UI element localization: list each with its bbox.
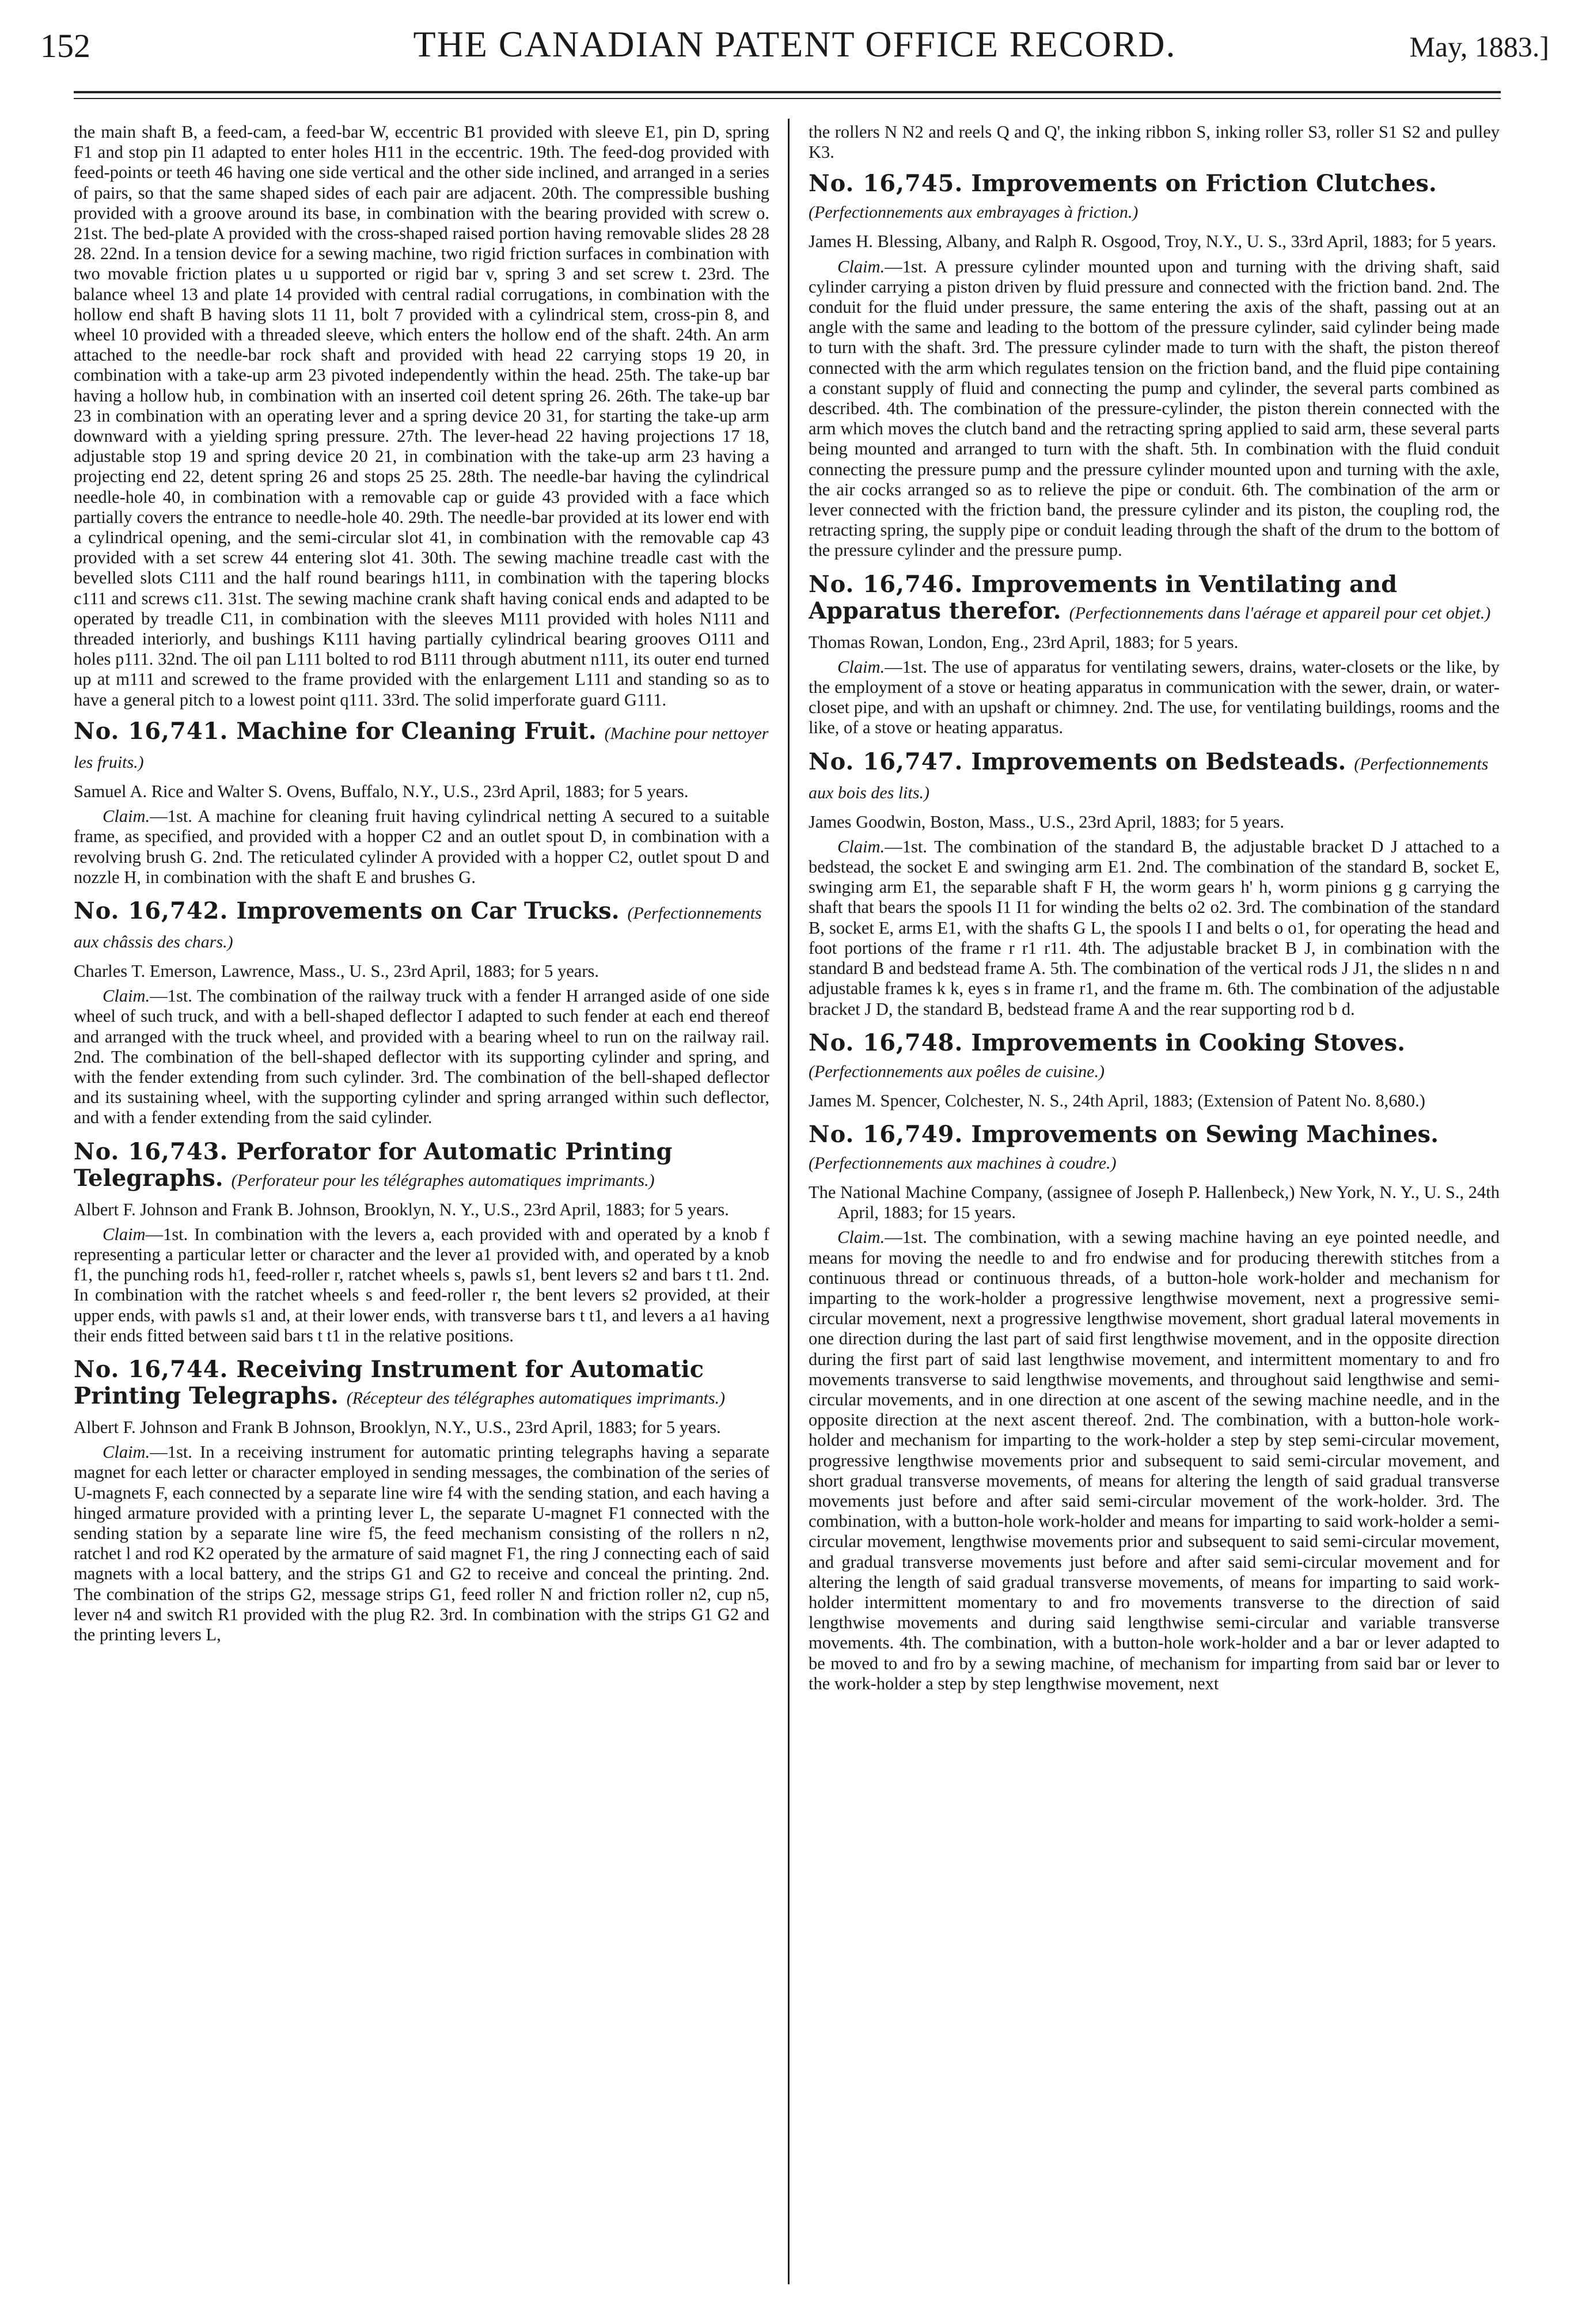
claim-body: —1st. A machine for cleaning fruit having cylindrical netting A secured to a suitable frame, as specified, and provided with a hopper C2 and an outlet spout D, in combination with a revolving brush G. 2nd. The reticulated cylinder A provided with a hopper C2, outlet spout D and nozzle H, in combination with the shaft E and brushes G. xyxy=(74,806,769,887)
claim-label: Claim. xyxy=(837,836,885,856)
french-title: (Machine pour nettoyer les fruits.) xyxy=(74,723,769,772)
patent-entry xyxy=(809,749,1500,1019)
header-rule-thick xyxy=(74,91,1501,93)
publication-title: THE CANADIAN PATENT OFFICE RECORD. xyxy=(413,24,1177,65)
french-title: (Perfectionnements aux poêles de cuisine.) xyxy=(809,1061,1105,1081)
patent-entry xyxy=(809,571,1500,738)
french-title: (Perfectionnements aux embrayages à friction.) xyxy=(809,203,1139,222)
patent-number: No. 16,747. xyxy=(809,748,963,775)
claim-label: Claim. xyxy=(837,1227,885,1248)
french-title: (Perfectionnements dans l'aérage et appareil pour cet objet.) xyxy=(1069,603,1491,623)
page-number: 152 xyxy=(40,27,90,65)
french-title: (Perfectionnements aux châssis des chars.) xyxy=(74,903,762,951)
claim-body: —1st. The combination of the standard B, the adjustable bracket D J attached to a bedstead, the socket E and swinging arm E1. 2nd. The combination of the standard B, socket E, swinging arm E1, the separable shaft F H, the worm gears h' h, worm pinions g g carrying the shaft that bears the spools I1 I1 for winding the belts o2 o2. 3rd. The combination of the standard B, socket E, arms E1, with the shafts G L, the spools I I and belts o o1, for operating the head and foot portions of the frame r r1 r11. 4th. The adjustable bracket B J, in combination with the standard B and bedstead frame A. 5th. The combination of the vertical rods J J1, the slides n n and adjustable frames k k, eyes s in frame r1, and the frame m. 6th. The combination of the adjustable bracket J D, the standard B, bedstead frame A and the rear supporting rod b d. xyxy=(809,836,1500,1019)
claim-text xyxy=(74,806,769,888)
claim-label: Claim xyxy=(103,1224,146,1244)
inventor-line: Samuel A. Rice and Walter S. Ovens, Buffalo, N.Y., U.S., 23rd April, 1883; for 5 years. xyxy=(74,781,689,801)
patent-number: No. 16,746. xyxy=(809,570,963,598)
claim-text xyxy=(809,657,1500,738)
patent-entry xyxy=(74,1139,769,1346)
inventor-line: Albert F. Johnson and Frank B Johnson, Brooklyn, N.Y., U.S., 23rd April, 1883; for 5 years. xyxy=(74,1417,721,1437)
patent-entry xyxy=(74,1356,769,1645)
patent-title: Receiving Instrument for Automatic Printing Telegraphs. xyxy=(74,1355,704,1409)
patent-title: Improvements in Ventilating and Apparatus therefor. xyxy=(809,570,1398,624)
patent-heading xyxy=(74,1139,769,1194)
claim-text xyxy=(74,1442,769,1645)
claim-label: Claim. xyxy=(837,657,885,677)
patent-title: Improvements on Bedsteads. xyxy=(971,748,1346,775)
french-title: (Perfectionnements aux machines à coudre.) xyxy=(809,1153,1117,1173)
claim-text xyxy=(74,1224,769,1346)
patent-heading xyxy=(74,898,769,956)
inventor-line: The National Machine Company, (assignee of Joseph P. Hallenbeck,) New York, N. Y., U. S., 24th April, 1883; for 15 years. xyxy=(809,1182,1500,1223)
patent-entry xyxy=(74,718,769,888)
claim-body: —1st. In combination with the levers a, each provided with and operated by a knob f representing a particular letter or character and the lever a1 provided with, and operated by a knob f1, the punching rods h1, feed-roller r, ratchet wheels s, pawls s1, bent levers s2 and bars t t1. 2nd. In combination with the ratchet wheels s and feed-roller r, the bent levers s2 provided, at their upper ends, with pawls s1 and, at their lower ends, with transverse bars t t1, and levers a a1 having their ends fitted between said bars t t1 in the relative positions. xyxy=(74,1224,769,1345)
french-title: (Récepteur des télégraphes automatiques imprimants.) xyxy=(346,1388,726,1408)
patent-title: Improvements on Sewing Machines. xyxy=(971,1120,1439,1148)
inventor-line: Charles T. Emerson, Lawrence, Mass., U. S., 23rd April, 1883; for 5 years. xyxy=(74,961,599,981)
left-column xyxy=(74,122,769,2285)
issue-date: May, 1883.] xyxy=(1409,31,1549,63)
patent-number: No. 16,749. xyxy=(809,1120,963,1148)
claim-label: Claim. xyxy=(103,806,150,827)
patent-title: Improvements on Car Trucks. xyxy=(236,897,620,924)
patent-number: No. 16,745. xyxy=(809,170,963,198)
french-title: (Perforateur pour les télégraphes automatiques imprimants.) xyxy=(231,1170,655,1190)
patent-number: No. 16,741. xyxy=(74,717,229,745)
claim-body: —1st. A pressure cylinder mounted upon and turning with the driving shaft, said cylinder carrying a piston driven by fluid pressure and connected with the friction band. 2nd. The conduit for the fluid under pressure, the same entering the axis of the shaft, passing out at an angle with the same and leading to the bottom of the pressure cylinder, said cylinder being made to turn with the shaft. 3rd. The pressure cylinder made to turn with the shaft, the piston thereof connected with the arm which regulates tension on the friction band, and the fluid pipe containing a constant supply of fluid and connecting the pump and cylinder, the several parts combined as described. 4th. The combination of the pressure-cylinder, the piston therein connected with the arm which moves the clutch band and the retracting spring applied to said arm, these several parts being mounted and arranged to turn with the shaft. 5th. In combination with the fluid conduit connecting the pressure pump and the pressure cylinder mounted upon and turning with the axle, the air cocks arranged so as to relieve the pipe or conduit. 6th. The combination of the arm or lever connected with the friction band, the pressure cylinder and its piston, the coupling rod, the retracting spring, the supply pipe or conduit leading through the shaft of the drum to the bottom of the pressure cylinder and the pressure pump. xyxy=(809,256,1500,560)
patent-heading xyxy=(809,1030,1500,1085)
inventor-line: James H. Blessing, Albany, and Ralph R. Osgood, Troy, N.Y., U. S., 33rd April, 1883; for 5 years. xyxy=(809,232,1497,252)
patent-entry xyxy=(809,1121,1500,1694)
inventor-line: Thomas Rowan, London, Eng., 23rd April, 1883; for 5 years. xyxy=(809,632,1239,652)
claim-body: —1st. In a receiving instrument for automatic printing telegraphs having a separate magnet for each letter or character employed in sending messages, the combination of the series of U-magnets F, each connected by a separate line wire f4 with the sending station, and each having a hinged armature provided with a printing lever L, the separate U-magnet F1 connected with the sending station by a separate line wire f5, the feed mechanism consisting of the rollers n n2, ratchet l and rod K2 operated by the armature of said magnet F1, the ring J connecting each of said magnets with a local battery, and the strips G1 and G2 to receive and conceal the printing. 2nd. The combination of the strips G2, message strips G1, feed roller N and friction roller n2, cup n5, lever n4 and switch R1 provided with the plug R2. 3rd. In combination with the strips G1 G2 and the printing levers L, xyxy=(74,1442,769,1644)
column-divider xyxy=(788,119,790,2284)
claim-body: —1st. The combination of the railway truck with a fender H arranged aside of one side wheel of such truck, and with a bell-shaped deflector I adapted to such fender at each end thereof and arranged with the truck wheel, and provided with a bearing wheel to run on the railway rail. 2nd. The combination of the bell-shaped deflector with its supporting cylinder and spring, and with the fender extending from such cylinder. 3rd. The combination of the bell-shaped deflector and its sustaining wheel, with the supporting cylinder and spring arranged within such deflector, and with a fender extending from the said cylinder. xyxy=(74,986,769,1128)
claim-label: Claim. xyxy=(103,1442,150,1462)
claim-text xyxy=(74,986,769,1128)
patent-heading xyxy=(809,749,1500,806)
claim-body: —1st. The use of apparatus for ventilating sewers, drains, water-closets or the like, by the employment of a stove or heating apparatus in communication with the sewer, drain, or water-closet pipe, and with an upshaft or chimney. 2nd. The use, for ventilating buildings, rooms and the like, of a stove or heating apparatus. xyxy=(809,657,1500,738)
patent-title: Improvements on Friction Clutches. xyxy=(971,170,1437,198)
patent-title: Perforator for Automatic Printing Telegraphs. xyxy=(74,1138,673,1192)
patent-title: Machine for Cleaning Fruit. xyxy=(236,717,597,745)
claim-label: Claim. xyxy=(837,256,885,276)
inventor-line: Albert F. Johnson and Frank B. Johnson, Brooklyn, N. Y., U.S., 23rd April, 1883; for 5 years. xyxy=(74,1199,729,1219)
patent-entry xyxy=(809,170,1500,560)
claim-text xyxy=(809,1227,1500,1694)
claim-text xyxy=(809,837,1500,1019)
patent-number: No. 16,743. xyxy=(74,1138,229,1165)
inventor-line: James M. Spencer, Colchester, N. S., 24th April, 1883; (Extension of Patent No. 8,680.) xyxy=(809,1090,1425,1110)
patent-heading xyxy=(809,1121,1500,1177)
page-header xyxy=(40,23,1549,75)
claim-body: —1st. The combination, with a sewing machine having an eye pointed needle, and means for moving the needle to and fro endwise and for producing therewith stitches from a continuous thread or continuous threads, of a button-hole work-holder and mechanism for imparting to the work-holder a progressive lengthwise movement, next a progressive semi-circular movement, next a progressive lengthwise movement, short gradual lateral movements in one direction during the last part of said first lengthwise movement, and in the opposite direction during the first part of said last lengthwise movement, and intermittent momentary to and fro movements transverse to said lengthwise movements, and throughout said lengthwise and semi-circular movements, and in one direction at one ascent of the sewing machine needle, and in the opposite direction at the next ascent thereof. 2nd. The combination, with a button-hole work-holder and mechanism for imparting to the work-holder a step by step semi-circular movement, progressive lengthwise movements prior and subsequent to said semi-circular movement, and short gradual transverse movements, of means for altering the length of said gradual transverse movements just before and after said semi-circular movement of the work-holder. 3rd. The combination, with a button-hole work-holder and means for imparting to said work-holder a semi-circular movement, lengthwise movements prior and subsequent to said semi-circular movement, and gradual transverse movements just before and after said semi-circular movement and for altering the length of said gradual transverse movements, of means for imparting to said work-holder intermittent momentary to and fro movements transverse to the direction of said lengthwise movements and during said lengthwise semi-circular and variable transverse movements. 4th. The combination, with a button-hole work-holder and a bar or lever adapted to be moved to and fro by a sewing machine, of mechanism for imparting from said bar or lever to the work-holder a step by step lengthwise movement, next xyxy=(809,1227,1500,1693)
patent-entry xyxy=(809,1030,1500,1111)
right-column xyxy=(809,122,1500,2285)
patent-number: No. 16,744. xyxy=(74,1355,229,1383)
claim-label: Claim. xyxy=(103,986,150,1006)
patent-entry xyxy=(74,898,769,1128)
patent-heading xyxy=(74,718,769,776)
claim-text xyxy=(809,257,1500,561)
french-title: (Perfectionnements aux bois des lits.) xyxy=(809,754,1489,802)
patent-heading xyxy=(74,1356,769,1412)
patent-number: No. 16,748. xyxy=(809,1029,963,1056)
header-rule-thin xyxy=(74,98,1501,99)
continued-claim-text: the main shaft B, a feed-cam, a feed-bar W, eccentric B1 provided with sleeve E1, pin D, spring F1 and stop pin I1 adapted to enter holes H11 in the eccentric. 19th. The feed-dog provided with feed-points or teeth 46 having one side vertical and the other side inclined, and arranged in a series of pairs, so that the same shaped sides of each pair are adjacent. 20th. The compressible bushing provided with a groove around its base, in combination with the bearing provided with screw o. 21st. The bed-plate A provided with the cross-shaped raised portion having removable slides 28 28 28. 22nd. In a tension device for a sewing machine, two rigid friction surfaces in combination with two movable friction plates u u supported or rigid bar v, spring 3 and set screw t. 23rd. The balance wheel 13 and plate 14 provided with central radial corrugations, in combination with the hollow end shaft B having slots 11 11, bolt 7 provided with a cylindrical stem, cross-pin 8, and wheel 10 provided with a threaded sleeve, which enters the hollow end of the shaft. 24th. An arm attached to the needle-bar rock shaft and provided with head 22 carrying stops 19 20, in combination with a take-up arm 23 pivoted independently within the head. 25th. The take-up bar having a hollow hub, in combination with an inserted coil detent spring 26. 26th. The take-up bar 23 in combination with an operating lever and a spring device 20 31, for starting the take-up arm downward with a yielding spring pressure. 27th. The lever-head 22 having projections 17 18, adjustable stop 19 and spring device 20 21, in combination with the take-up arm 23 having a projecting end 22, detent spring 26 and stops 25 25. 28th. The needle-bar having the cylindrical needle-hole 40, in combination with a removable cap or guide 43 provided with a face which partially covers the entrance to needle-hole 40. 29th. The needle-bar provided at its lower end with a cylindrical opening, and the semi-circular slot 41, in combination with the removable cap 43 provided with a set screw 44 entering slot 41. 30th. The sewing machine treadle cast with the bevelled slots C111 and the half round bearings h111, in combination with the tapering blocks c111 and screws c11. 31st. The sewing machine crank shaft having conical ends and adapted to be operated by treadle C11, in combination with the sleeves M111 provided with holes N111 and threaded interiorly, and bushings K111 having partially cylindrical bearing grooves O111 and holes p111. 32nd. The oil pan L111 bolted to rod B111 through abutment n111, its outer end turned up at m111 and screwed to the frame provided with the enlargement L111 and standing so as to have a general pitch to a lowest point q111. 33rd. The solid imperforate guard G111. xyxy=(74,122,769,710)
inventor-line: James Goodwin, Boston, Mass., U.S., 23rd April, 1883; for 5 years. xyxy=(809,812,1285,832)
patent-heading xyxy=(809,571,1500,627)
patent-title: Improvements in Cooking Stoves. xyxy=(971,1029,1406,1056)
continued-claim-text: the rollers N N2 and reels Q and Q', the inking ribbon S, inking roller S3, roller S1 S2 and pulley K3. xyxy=(809,122,1500,162)
patent-number: No. 16,742. xyxy=(74,897,229,924)
patent-heading xyxy=(809,170,1500,226)
